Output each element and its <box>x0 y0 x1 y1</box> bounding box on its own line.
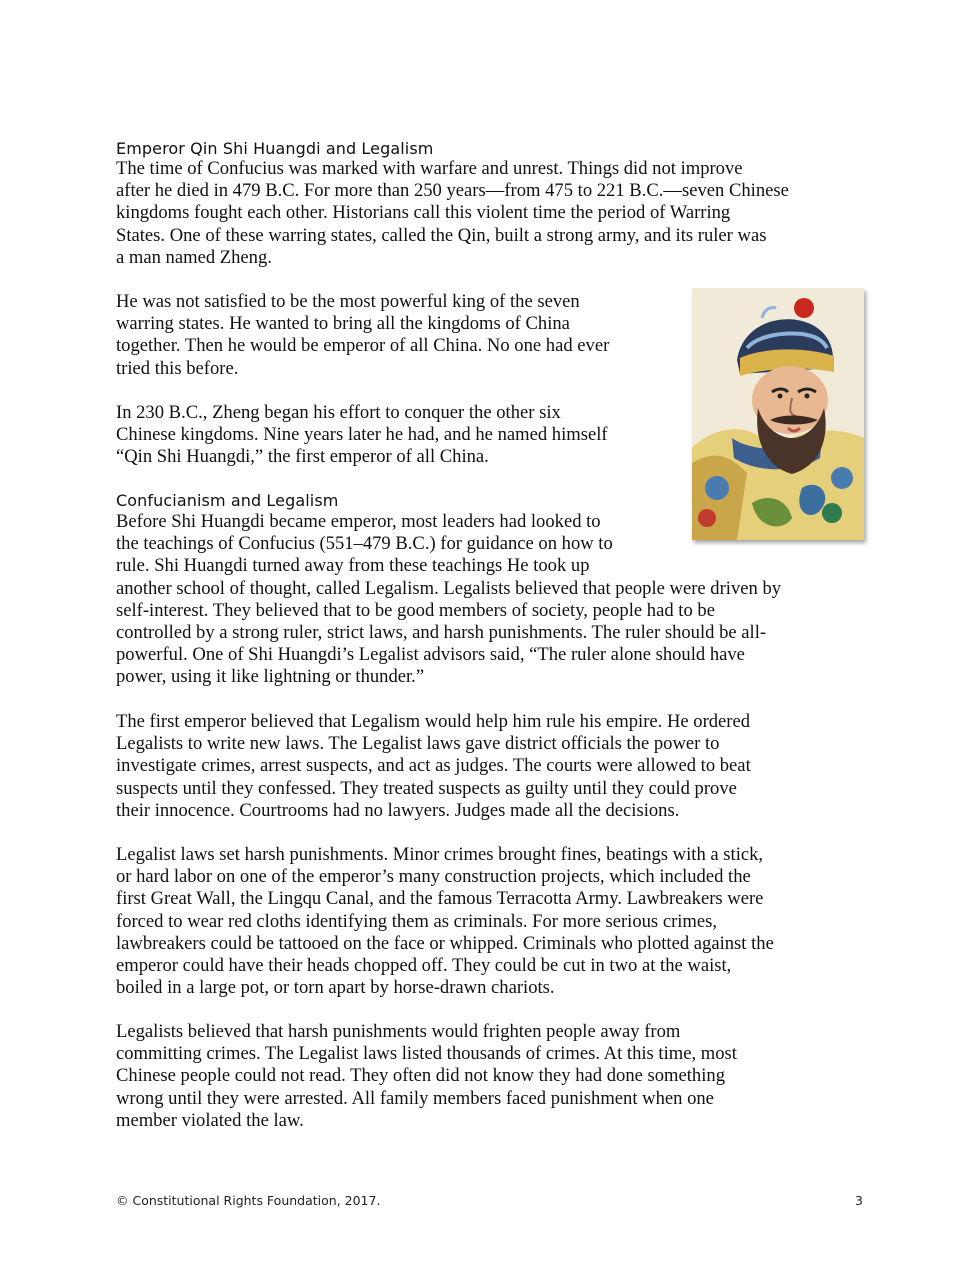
text-line: tried this before. <box>116 357 239 379</box>
text-line: Legalists believed that harsh punishments would frighten people away from <box>116 1021 681 1042</box>
text-line: lawbreakers could be tattooed on the face or whipped. Criminals who plotted against the <box>116 932 774 954</box>
paragraph-warring-states <box>116 158 789 269</box>
text-line: wrong until they were arrested. All family members faced punishment when one <box>116 1087 714 1109</box>
paragraph-legalism-intro <box>116 511 781 689</box>
text-line: kingdoms fought each other. Historians call this violent time the period of Warring <box>116 202 731 224</box>
paragraph-legalist-laws <box>116 711 751 822</box>
text-line: warring states. He wanted to bring all the kingdoms of China <box>116 313 570 335</box>
text-line: first Great Wall, the Lingqu Canal, and the famous Terracotta Army. Lawbreakers were <box>116 888 764 910</box>
paragraph-conquest <box>116 402 608 469</box>
text-line: committing crimes. The Legalist laws listed thousands of crimes. At this time, most <box>116 1043 737 1065</box>
text-line: member violated the law. <box>116 1109 304 1131</box>
section-heading-confucianism-legalism: Confucianism and Legalism <box>116 491 339 510</box>
text-line: the teachings of Confucius (551–479 B.C.) for guidance on how to <box>116 533 613 555</box>
text-line: their innocence. Courtrooms had no lawyers. Judges made all the decisions. <box>116 799 680 821</box>
footer-page-number: 3 <box>855 1193 863 1208</box>
text-line: or hard labor on one of the emperor’s many construction projects, which included the <box>116 866 751 888</box>
text-line: The time of Confucius was marked with warfare and unrest. Things did not improve <box>116 158 743 179</box>
text-line: Before Shi Huangdi became emperor, most leaders had looked to <box>116 511 601 532</box>
text-line: Legalist laws set harsh punishments. Minor crimes brought fines, beatings with a stick, <box>116 844 764 865</box>
text-line: a man named Zheng. <box>116 246 272 268</box>
text-line: together. Then he would be emperor of all China. No one had ever <box>116 335 610 357</box>
text-line: boiled in a large pot, or torn apart by horse-drawn chariots. <box>116 977 555 999</box>
text-line: rule. Shi Huangdi turned away from these teachings He took up <box>116 555 590 577</box>
text-line: investigate crimes, arrest suspects, and act as judges. The courts were allowed to beat <box>116 755 751 777</box>
text-line: forced to wear red cloths identifying them as criminals. For more serious crimes, <box>116 910 718 932</box>
paragraph-unify-kingdoms <box>116 291 609 380</box>
text-line: power, using it like lightning or thunder.” <box>116 666 425 688</box>
text-line: The first emperor believed that Legalism would help him rule his empire. He ordered <box>116 711 751 732</box>
text-line: In 230 B.C., Zheng began his effort to conquer the other six <box>116 402 561 423</box>
text-line: “Qin Shi Huangdi,” the first emperor of all China. <box>116 446 489 468</box>
paragraph-frighten-people <box>116 1021 737 1132</box>
text-line: He was not satisfied to be the most powerful king of the seven <box>116 291 580 312</box>
section-heading-emperor-qin: Emperor Qin Shi Huangdi and Legalism <box>116 139 434 158</box>
text-line: controlled by a strong ruler, strict laws, and harsh punishments. The ruler should be all- <box>116 621 767 643</box>
text-line: after he died in 479 B.C. For more than 250 years—from 475 to 221 B.C.—seven Chinese <box>116 180 789 202</box>
emperor-portrait-image <box>692 288 864 540</box>
text-line: another school of thought, called Legalism. Legalists believed that people were driven by <box>116 577 782 599</box>
paragraph-harsh-punishments <box>116 844 774 999</box>
text-line: emperor could have their heads chopped off. They could be cut in two at the waist, <box>116 954 732 976</box>
text-line: Chinese people could not read. They often did not know they had done something <box>116 1065 725 1087</box>
text-line: Legalists to write new laws. The Legalist laws gave district officials the power to <box>116 733 720 755</box>
text-line: Chinese kingdoms. Nine years later he had, and he named himself <box>116 424 608 446</box>
text-line: suspects until they confessed. They treated suspects as guilty until they could prove <box>116 777 737 799</box>
text-line: States. One of these warring states, called the Qin, built a strong army, and its ruler was <box>116 224 767 246</box>
text-line: self-interest. They believed that to be good members of society, people had to be <box>116 599 715 621</box>
footer-copyright: © Constitutional Rights Foundation, 2017. <box>116 1193 381 1208</box>
text-line: powerful. One of Shi Huangdi’s Legalist advisors said, “The ruler alone should have <box>116 644 745 666</box>
